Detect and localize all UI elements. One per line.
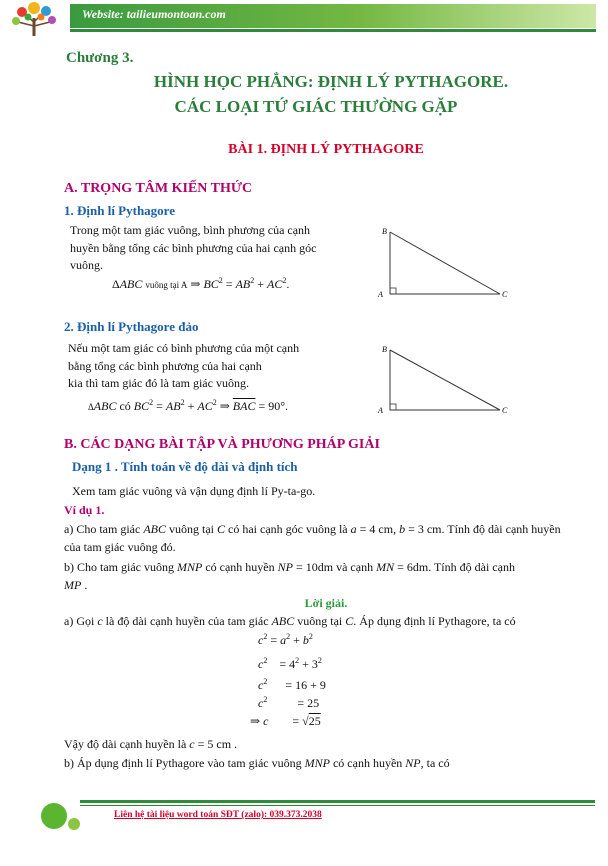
website-link[interactable]: Website: tailieumontoan.com xyxy=(82,7,226,21)
theorem1-condition: vuông tại A xyxy=(145,280,188,290)
chapter-title-line1: HÌNH HỌC PHẲNG: ĐỊNH LÝ PYTHAGORE. xyxy=(153,72,509,91)
theorem1-formula: ΔABC vuông tại A ⇒ $BC^2 = AB^2 + AC^2$. xyxy=(112,276,290,291)
example-part-a: a) Cho tam giác ABC vuông tại C có hai cạnh góc vuông là a = 4 cm, b = 3 cm. Tính độ dài cạnh huyền của tam giác vuông đó. xyxy=(64,522,561,554)
chapter-label: Chương 3. xyxy=(66,50,134,66)
equation-row-2: $c^2$ = $4^2 + 3^2$ xyxy=(258,656,322,671)
vertex-c-label: C xyxy=(502,290,508,299)
theorem2-condition: có xyxy=(119,399,131,413)
conclusion-a: Vậy độ dài cạnh huyền là c = 5 cm . xyxy=(64,737,238,751)
right-triangle-figure-2 xyxy=(376,342,516,418)
type1-intro: Xem tam giác vuông và vận dụng định lí Py-ta-go. xyxy=(72,484,316,498)
vertex-c-label: C xyxy=(502,406,508,415)
example-part-b: b) Cho tam giác vuông MNP có cạnh huyền NP = 10dm và cạnh MN = 6dm. Tính độ dài cạnh MP . xyxy=(64,560,515,592)
vertex-a-label: A xyxy=(378,290,383,299)
equation-row-3: $c^2$ = 16 + 9 xyxy=(258,677,326,692)
theorem2-formula: ΔABC có $BC^2 = AB^2 + AC^2$ ⇒ $\overline{BAC} = 90^\circ$. xyxy=(88,398,289,413)
solution-part-b: b) Áp dụng định lí Pythagore vào tam giác vuông MNP có cạnh huyền NP, ta có xyxy=(64,756,450,770)
lesson-title: BÀI 1. ĐỊNH LÝ PYTHAGORE xyxy=(228,142,424,157)
theorem2-heading: 2. Định lí Pythagore đảo xyxy=(64,319,199,334)
vertex-a-label: A xyxy=(378,406,383,415)
vertex-b-label: B xyxy=(382,345,387,354)
solution-label: Lời giải. xyxy=(304,596,348,610)
theorem1-heading: 1. Định lí Pythagore xyxy=(64,203,175,218)
theorem2-line1: Nếu một tam giác có bình phương của một cạnh xyxy=(68,341,300,355)
header-rule xyxy=(70,29,596,32)
theorem2-text xyxy=(68,340,328,393)
tree-logo-icon xyxy=(4,0,64,38)
theorem2-line2: bằng tổng các bình phương của hai cạnh xyxy=(68,358,262,373)
theorem1-text: Trong một tam giác vuông, bình phương của cạnh huyền bằng tổng các bình phương của hai cạnh góc vuông. xyxy=(70,223,317,272)
footer-rule xyxy=(80,800,595,803)
section-b-heading: B. CÁC DẠNG BÀI TẬP VÀ PHƯƠNG PHÁP GIẢI xyxy=(64,437,380,452)
equation-row-1: $c^2 = a^2 + b^2$ xyxy=(258,632,313,647)
right-triangle-figure-1 xyxy=(376,224,516,300)
vertex-b-label: B xyxy=(382,227,387,236)
equation-row-5: ⇒ c = √25 xyxy=(250,714,321,728)
footer-contact[interactable]: Liên hệ tài liệu word toán SĐT (zalo): 039.373.2038 xyxy=(114,810,322,820)
footer-rule-thin xyxy=(80,805,595,806)
footer-circles-icon xyxy=(38,800,98,834)
theorem2-line3: kia thì tam giác đó là tam giác vuông. xyxy=(68,376,249,390)
type1-heading: Dạng 1 . Tính toán về độ dài và định tích xyxy=(72,459,298,474)
equation-row-4: $c^2$ = 25 xyxy=(258,695,320,710)
solution-part-a: a) Gọi c là độ dài cạnh huyền của tam giác ABC vuông tại C. Áp dụng định lí Pythagore, ta có xyxy=(64,614,516,628)
section-a-heading: A. TRỌNG TÂM KIẾN THỨC xyxy=(64,181,253,196)
example-label: Ví dụ 1. xyxy=(64,503,105,517)
chapter-title-line2: CÁC LOẠI TỨ GIÁC THƯỜNG GẶP xyxy=(174,97,458,116)
page-header xyxy=(0,0,608,36)
